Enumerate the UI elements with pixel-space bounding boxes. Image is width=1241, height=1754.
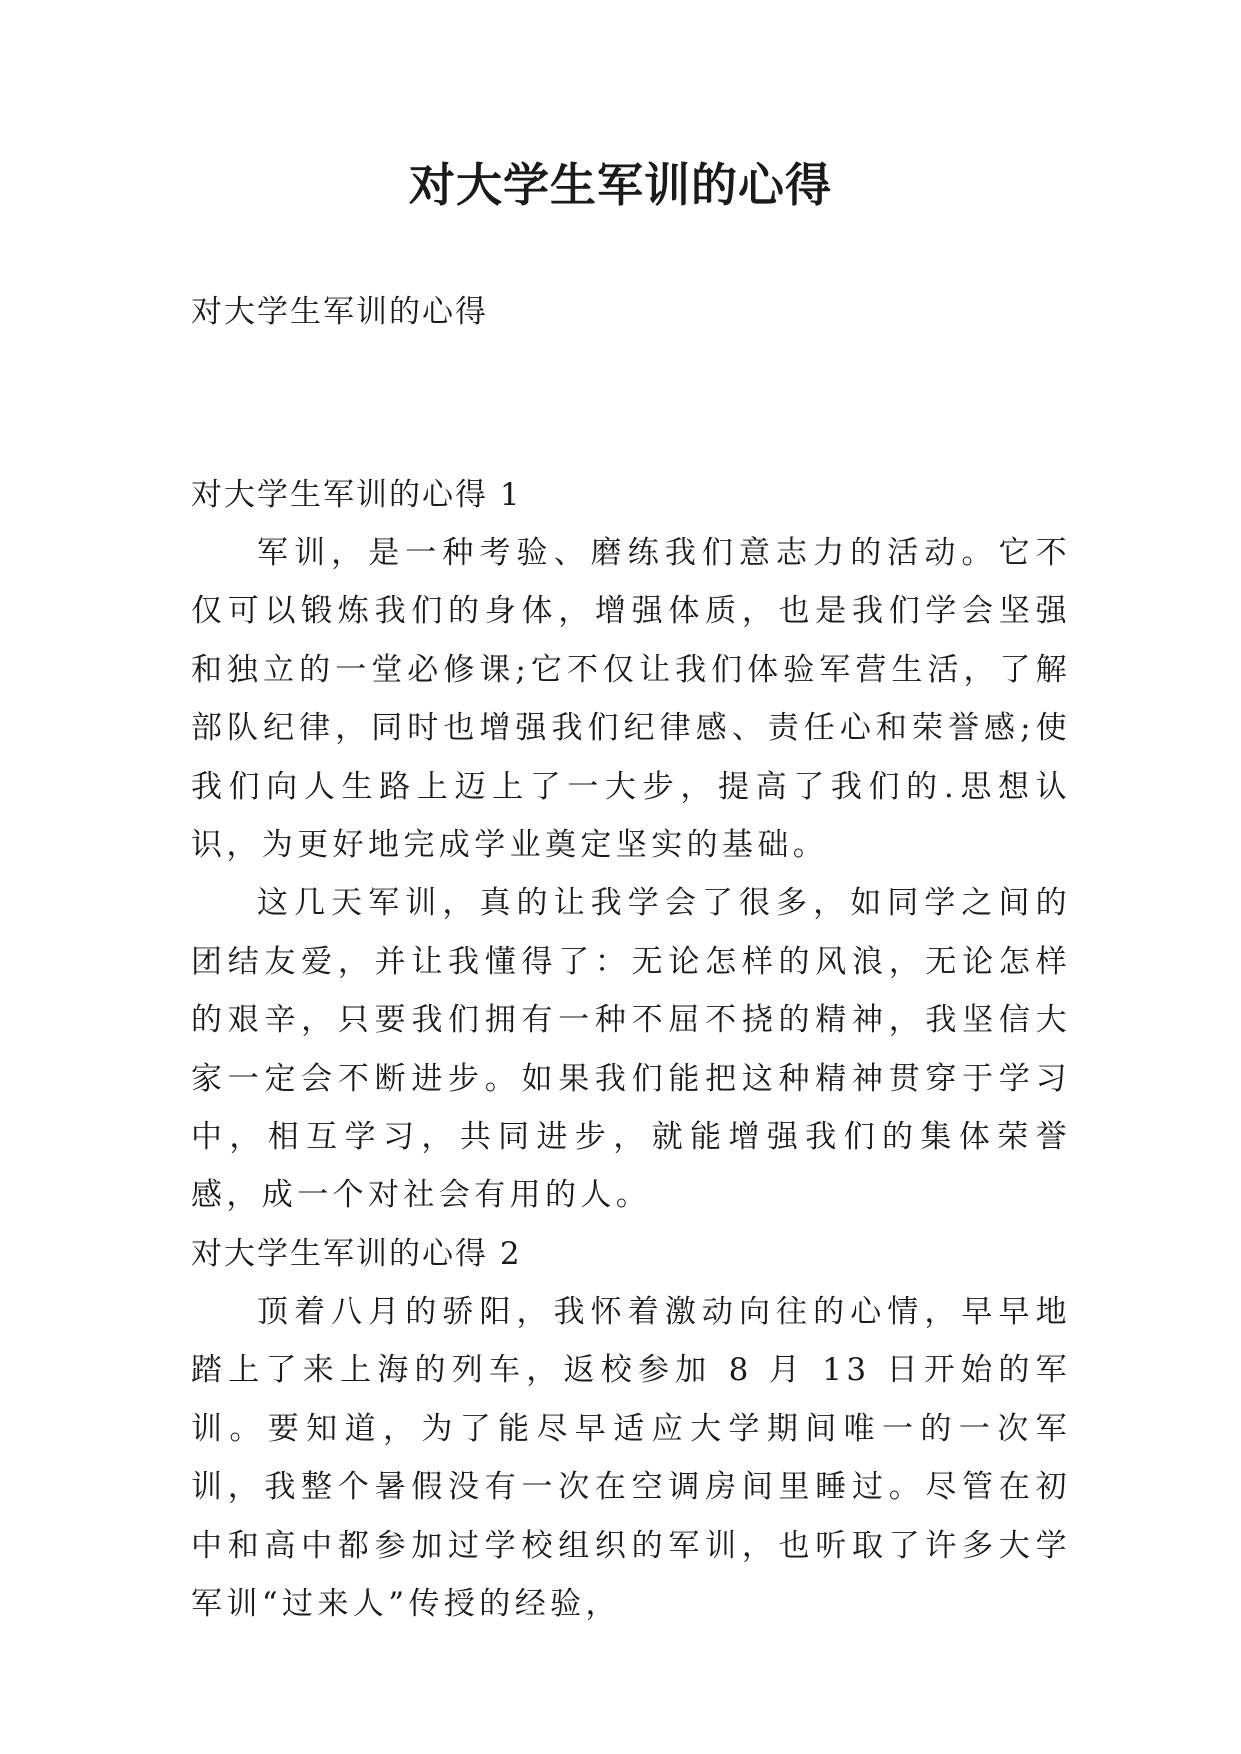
document-body (191, 466, 1071, 1633)
section-heading: 对大学生军训的心得 1 (191, 477, 522, 513)
section-1 (191, 466, 1071, 1225)
section-heading: 对大学生军训的心得 2 (191, 1235, 522, 1272)
document-title: 对大学生军训的心得 (409, 158, 832, 212)
section-2 (191, 1225, 1071, 1633)
document-subtitle: 对大学生军训的心得 (191, 294, 488, 330)
paragraph: 军训，是一种考验、磨练我们意志力的活动。它不仅可以锻炼我们的身体，增强体质，也是我们学会坚强和独立的一堂必修课;它不仅让我们体验军营生活，了解部队纪律，同时也增强我们纪律感、责任心和荣誉感;使我们向人生路上迈上了一大步，提高了我们的.思想认识，为更好地完成学业奠定坚实的基础。 (191, 535, 1071, 864)
paragraph: 这几天军训，真的让我学会了很多，如同学之间的团结友爱，并让我懂得了：无论怎样的风浪，无论怎样的艰辛，只要我们拥有一种不屈不挠的精神，我坚信大家一定会不断进步。如果我们能把这种精神贯穿于学习中，相互学习，共同进步，就能增强我们的集体荣誉感，成一个对社会有用的人。 (191, 885, 1071, 1214)
paragraph: 顶着八月的骄阳，我怀着激动向往的心情，早早地踏上了来上海的列车，返校参加 8 月 13 日开始的军训。要知道，为了能尽早适应大学期间唯一的一次军训，我整个暑假没有一次在空调房间里睡过。尽管在初中和高中都参加过学校组织的军训，也听取了许多大学军训“过来人”传授的经验， (191, 1293, 1071, 1622)
